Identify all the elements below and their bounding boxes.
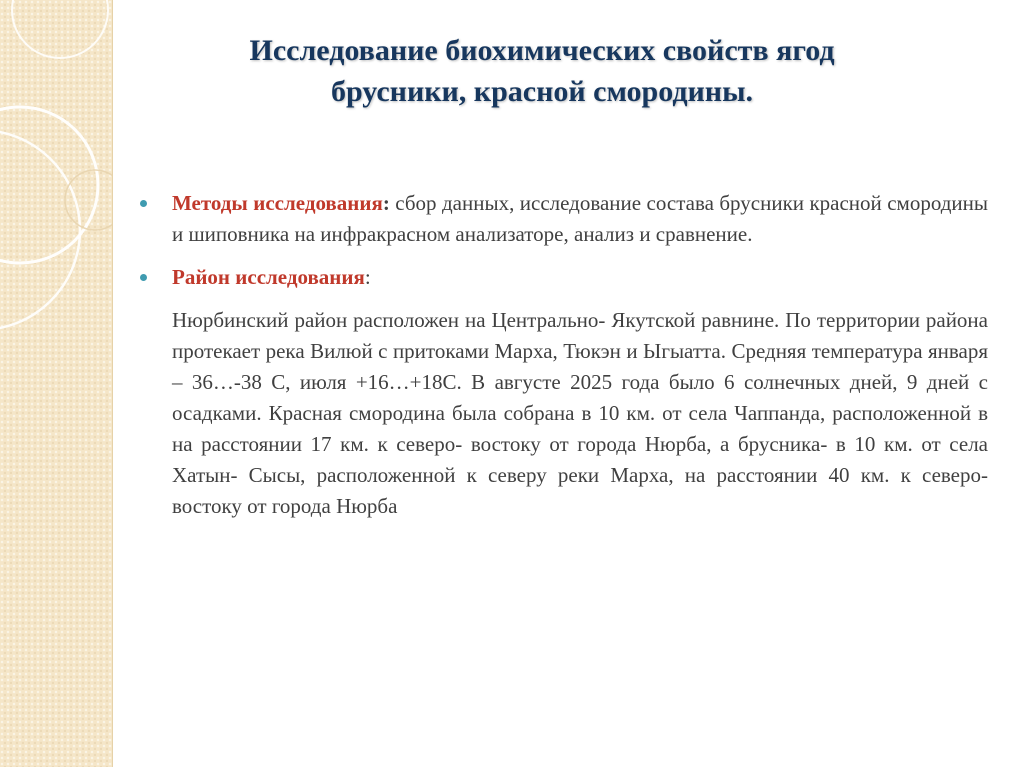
title-line-1: Исследование биохимических свойств ягод	[249, 34, 835, 67]
methods-label: Методы исследования	[172, 191, 383, 215]
region-label: Район исследования	[172, 265, 365, 289]
circle-ornament-icon	[0, 0, 112, 767]
bullet-dot-icon	[140, 200, 147, 207]
slide-title	[172, 30, 912, 112]
title-line-2: брусники, красной смородины.	[330, 75, 754, 108]
bullet-methods	[138, 188, 988, 250]
region-colon: :	[364, 265, 371, 289]
methods-colon: :	[382, 191, 390, 215]
decorative-circles	[0, 0, 112, 767]
methods-text: сбор данных, исследование состава брусники красной смородины и шиповника на инфракрасном анализаторе, анализ и сравнение.	[172, 191, 988, 246]
slide-body	[138, 188, 988, 522]
slide-content	[112, 0, 1024, 767]
bullet-dot-icon	[140, 274, 147, 281]
region-paragraph: Нюрбинский район расположен на Центрально- Якутской равнине. По территории района протекает река Вилюй с притоками Марха, Тюкэн и Ыгыатта. Средняя температура января – 36…-38 С, июля +16…+18С. В августе 2025 года было 6 солнечных дней, 9 дней с осадками. Красная смородина была собрана в 10 км. от села Чаппанда, расположенной в на расстоянии 17 км. к северо- востоку от города Нюрба, а брусника- в 10 км. от села Хатын- Сысы, расположенной к северу реки Марха, на расстоянии 40 км. к северо- востоку от города Нюрба	[172, 308, 988, 518]
bullet-region	[138, 262, 988, 293]
